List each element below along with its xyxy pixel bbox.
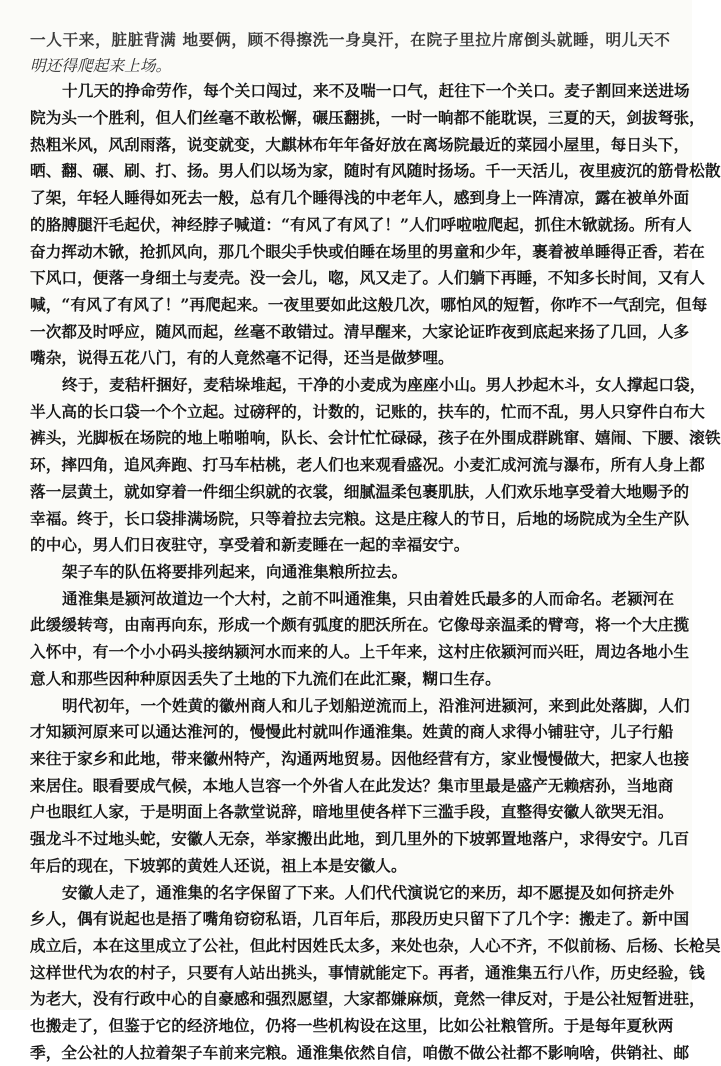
text-line: 此缓缓转弯，由南再向东，形成一个颇有弧度的肥沃所在。它像母亲温柔的臂弯，将一个大庄揽 xyxy=(30,615,690,634)
text-line: 落一层黄土，就如穿着一件细尘织就的衣裳，细腻温柔包裹肌肤，人们欢乐地享受着大地赐予的 xyxy=(30,482,690,501)
text-line: 终于，麦秸杆捆好，麦秸垛堆起，干净的小麦成为座座小山。男人抄起木斗，女人撑起口袋， xyxy=(62,375,706,394)
text-line: 晒、翻、碾、刷、打、扬。男人们以场为家，随时有风随时扬场。千一天活儿，夜里疲沉的筋骨松散 xyxy=(30,161,721,180)
text-line: 喊，“有风了有风了！”再爬起来。一夜里要如此这般几次，哪怕风的短暂，你咋不一气刮完，但每 xyxy=(30,295,708,314)
text-line: 架子车的队伍将要排列起来，向通淮集粮所拉去。 xyxy=(62,562,408,581)
text-line: 院为头一个胜利，但人们丝毫不敢松懈，碾压翻挑，一时一晌都不能耽误，三夏的天，剑拔弩张， xyxy=(30,108,705,127)
text-line: 十几天的挣命劳作，每个关口闯过，来不及喘一口气，赶往下一个关口。麦子割回来送进场 xyxy=(62,81,690,100)
text-line: 来居住。眼看要成气候，本地人岂容一个外省人在此发达？集市里最是盛产无赖痞孙，当地商 xyxy=(30,776,674,795)
text-line: 半人高的长口袋一个个立起。过磅秤的，计数的，记账的，扶车的，忙而不乱，男人只穿件白布大 xyxy=(30,402,705,421)
text-line: 环，摔四角，追风奔跑、打马车枯桃，老人们也来观看盛况。小麦汇成河流与瀑布，所有人身上都 xyxy=(30,455,705,474)
text-line: 户也眼红人家，于是明面上各款堂说辞，暗地里使各样下三滥手段，直整得安徽人欲哭无泪。 xyxy=(30,802,674,821)
text-line: 明代初年，一个姓黄的徽州商人和儿子划船逆流而上，沿淮河进颍河，来到此处落脚，人们 xyxy=(62,696,690,715)
text-line: 的胳膊腿汗毛起伏，神经脖子喊道：“有风了有风了！”人们呼啦啦爬起，抓住木锨就扬。所有人 xyxy=(30,215,692,234)
text-line: 奋力挥动木锨，抢抓风向，那几个眼尖手快或伯睡在场里的男童和少年，裹着被单睡得正香，若在 xyxy=(30,242,705,261)
text-line: 明还得爬起来上场。 xyxy=(30,57,172,75)
text-line: 季，全公社的人拉着架子车前来完粮。通淮集依然自信，咱傲不做公社都不影响啥，供销社、邮 xyxy=(30,1043,690,1062)
text-line: 一次都及时呼应，随风而起，丝毫不敢错过。清早醒来，大家论证昨夜到底起来扬了几回，人多 xyxy=(30,322,690,341)
text-line: 这样世代为农的村子，只要有人站出挑头，事情就能定下。再者，通淮集五行八作，历史经验，钱 xyxy=(30,963,705,982)
text-line: 也搬走了，但鉴于它的经济地位，仍将一些机构设在这里，比如公社粮管所。于是每年夏秋两 xyxy=(30,1016,674,1035)
text-line: 幸福。终于，长口袋排满场院，只等着拉去完粮。这是庄稼人的节日，后地的场院成为全生产队 xyxy=(30,509,690,528)
text-line: 裤头，光脚板在场院的地上啪啪响，队长、会计忙忙碌碌，孩子在外围成群跳窜、嬉闹、下腰、滚铁 xyxy=(30,428,721,447)
text-line: 年后的现在，下坡郭的黄姓人还说，祖上本是安徽人。 xyxy=(30,856,407,875)
text-line: 安徽人走了，通淮集的名字保留了下来。人们代代演说它的来历，却不愿提及如何挤走外 xyxy=(62,883,675,902)
text-line: 为老大，没有行政中心的自豪感和强烈愿望，大家都嫌麻烦，竟然一律反对，于是公社短暂进驻， xyxy=(30,989,705,1008)
text-line: 下风口，便落一身细土与麦壳。没一会儿，唿，风又走了。人们躺下再睡，不知多长时间，又有人 xyxy=(30,268,705,287)
text-line: 的中心，男人们日夜驻守，享受着和新麦睡在一起的幸福安宁。 xyxy=(30,535,470,554)
text-line: 成立后，本在这里成立了公社，但此村因姓氏太多，来处也杂，人心不齐，不似前杨、后杨、长枪吴 xyxy=(30,936,721,955)
text-line: 通淮集是颍河故道边一个大村，之前不叫通淮集，只由着姓氏最多的人而命名。老颍河在 xyxy=(62,589,675,608)
text-line: 乡人，偶有说起也是捂了嘴角窃窃私语，几百年后，那段历史只留下了几个字：搬走了。新中国 xyxy=(30,909,690,928)
text-line: 才知颍河原来可以通达淮河的，慢慢此村就叫作通淮集。姓黄的商人求得小铺驻守，儿子行船 xyxy=(30,722,674,741)
text-line: 了架，年轻人睡得如死去一般，总有几个睡得浅的中老年人，感到身上一阵清凉，露在被单外面 xyxy=(30,188,690,207)
text-line: 入怀中，有一个小小码头接纳颍河水而来的人。上千年来，这村庄依颍河而兴旺，周边各地小生 xyxy=(30,642,690,661)
text-line: 热粗米风，风刮雨落，说变就变，大麒林布年年备好放在离场院最近的菜园小屋里，每日头下， xyxy=(30,135,690,154)
text-line: 一人干来，脏脏背满 地要俩，顾不得擦洗一身臭汗，在院子里拉片席倒头就睡，明儿天不 xyxy=(30,30,670,49)
text-line: 来往于家乡和此地，带来徽州特产，沟通两地贸易。因他经营有方，家业慢慢做大，把家人也接 xyxy=(30,749,690,768)
text-line: 强龙斗不过地头蛇，安徽人无奈，举家搬出此地，到几里外的下坡郭置地落户，求得安宁。几百 xyxy=(30,829,690,848)
text-line: 嘴杂，说得五花八门，有的人竟然毫不记得，还当是做梦哩。 xyxy=(30,348,454,367)
text-line: 意人和那些因种种原因丢失了土地的下九流们在此汇聚，糊口生存。 xyxy=(30,669,501,688)
